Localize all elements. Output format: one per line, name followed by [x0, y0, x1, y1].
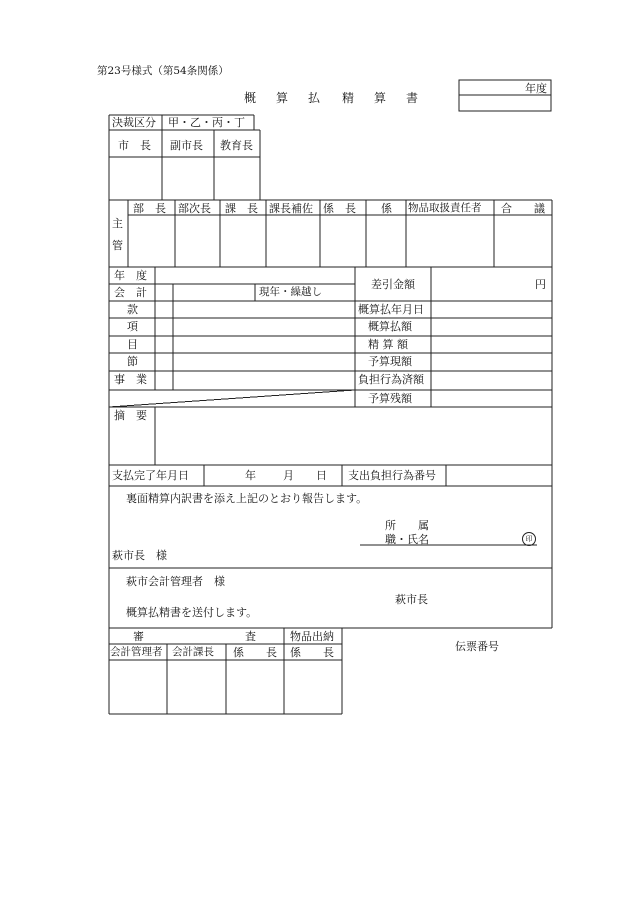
superintendent-label: 教育長: [220, 139, 253, 152]
title-char: 概: [244, 91, 257, 105]
title-char: 払: [308, 91, 321, 105]
lead-dept-label-top: 主: [112, 217, 123, 230]
day-unit: 日: [316, 469, 327, 482]
section-chief-label: 課 長: [225, 202, 258, 215]
seal-mark: 印: [522, 532, 536, 546]
fiscal-year-label: 年度: [525, 82, 547, 95]
audit-subsection-chief-label: 係 長: [233, 646, 277, 659]
goods-issuance-label: 物品出納: [290, 630, 334, 643]
title-char: 精: [342, 91, 355, 105]
yen-unit: 円: [535, 278, 546, 291]
current-budget-label: 予算現額: [368, 355, 412, 368]
accounting-chief-label: 会計課長: [172, 646, 214, 658]
project-label: 事 業: [114, 373, 147, 386]
transmittal-statement: 概算払精書を送付します。: [126, 606, 258, 619]
title-char: 算: [374, 91, 387, 105]
goods-subsection-chief-label: 係 長: [290, 646, 334, 659]
transmittal-addressee: 萩市会計管理者 様: [126, 575, 225, 588]
lead-dept-label-bottom: 管: [112, 239, 123, 252]
current-or-carryover-label: 現年・繰越し: [259, 286, 322, 298]
mayor-label: 市 長: [118, 139, 151, 152]
deputy-mayor-label: 副市長: [170, 139, 203, 152]
approval-category-value: 甲・乙・丙・丁: [168, 116, 245, 129]
budget-year-label: 年 度: [114, 269, 147, 282]
assistant-chief-label: 課長補佐: [269, 202, 313, 215]
deputy-dept-head-label: 部次長: [178, 202, 211, 215]
difference-amount-label: 差引金額: [371, 278, 415, 291]
staff-label: 係: [381, 202, 392, 215]
audit-char: 査: [245, 630, 256, 643]
voucher-number-label: 伝票番号: [455, 640, 499, 653]
title-char: 書: [406, 91, 419, 105]
goods-officer-label: 物品取扱責任者: [408, 202, 482, 214]
budget-kou-label: 項: [127, 320, 138, 333]
report-statement: 裏面精算内訳書を添え上記のとおり報告します。: [126, 492, 368, 505]
position-name-label: 職・氏名: [385, 533, 429, 546]
affiliation-label: 所 属: [385, 519, 429, 532]
dept-head-label: 部 長: [133, 202, 166, 215]
advance-amount-label: 概算払額: [368, 320, 412, 333]
account-label: 会 計: [114, 286, 147, 299]
budget-kan-label: 款: [127, 303, 138, 316]
accounting-manager-label: 会計管理者: [110, 646, 163, 658]
transmittal-sender: 萩市長: [395, 593, 428, 606]
budget-setsu-label: 節: [127, 355, 138, 368]
settlement-amount-label: 精 算 額: [368, 338, 408, 351]
advance-date-label: 概算払年月日: [358, 303, 424, 316]
report-addressee: 萩市長 様: [112, 549, 167, 562]
payment-completion-label: 支払完了年月日: [112, 469, 189, 482]
subsection-chief-label: 係 長: [323, 202, 356, 215]
year-unit: 年: [245, 469, 256, 482]
budget-remaining-label: 予算残額: [368, 392, 412, 405]
budget-moku-label: 目: [127, 338, 138, 351]
title-char: 算: [276, 91, 289, 105]
commitment-number-label: 支出負担行為番号: [348, 469, 436, 482]
audit-char: 審: [133, 630, 144, 643]
committed-amount-label: 負担行為済額: [358, 373, 424, 386]
summary-label: 摘 要: [114, 409, 147, 422]
consultation-label: 合 議: [501, 202, 545, 215]
month-unit: 月: [283, 469, 294, 482]
approval-category-label: 決裁区分: [112, 116, 156, 129]
form-number: 第23号様式（第54条関係）: [97, 65, 229, 77]
